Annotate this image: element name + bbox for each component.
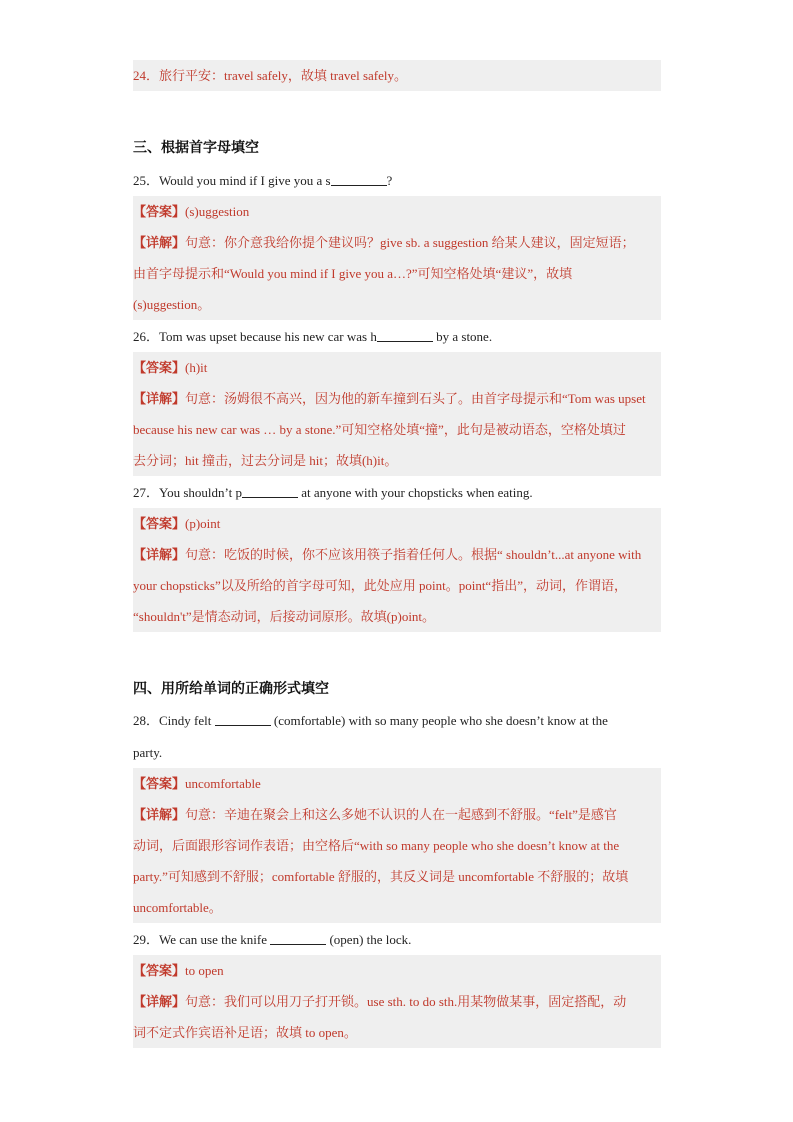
detail-tag: 【详解】	[133, 235, 186, 250]
detail-text: 句意：你介意我给你提个建议吗？give sb. a suggestion 给某人建议，固定短语；	[185, 235, 635, 250]
detail-text: “shouldn't”是情态动词，后接动词原形。故填(p)oint。	[133, 609, 436, 624]
detail-text: 去分词；hit 撞击，过去分词是 hit；故填(h)it。	[133, 453, 398, 468]
detail-tag: 【详解】	[133, 391, 186, 406]
answer-text: (h)it	[185, 360, 208, 375]
detail-line	[133, 861, 661, 892]
detail-line	[133, 892, 661, 923]
answer-tag: 【答案】	[133, 776, 186, 791]
detail-text: 句意：辛迪在聚会上和这么多她不认识的人在一起感到不舒服。“felt”是感官	[185, 807, 617, 822]
explanation-line	[133, 60, 661, 91]
explanation-text: 24．旅行平安：travel safely，故填 travel safely。	[133, 68, 408, 83]
detail-text: 词不定式作宾语补足语；故填 to open。	[133, 1025, 357, 1040]
answer-tag: 【答案】	[133, 360, 186, 375]
detail-line	[133, 258, 661, 289]
answer-blank	[242, 483, 298, 498]
question-stem	[133, 705, 661, 736]
answer-blank	[270, 930, 326, 945]
detail-line	[133, 539, 661, 570]
answer-blank	[377, 327, 433, 342]
question-text: by a stone.	[432, 329, 493, 344]
question-text: party.	[133, 745, 163, 760]
detail-text: because his new car was … by a stone.”可知空格处填“撞”，此句是被动语态，空格处填过	[133, 422, 626, 437]
answer-tag: 【答案】	[133, 516, 186, 531]
detail-line	[133, 414, 661, 445]
answer-text: uncomfortable	[185, 776, 261, 791]
question-stem	[133, 477, 661, 508]
answer-line	[133, 955, 661, 986]
answer-text: (p)oint	[185, 516, 221, 531]
question-stem-cont	[133, 737, 661, 768]
detail-line	[133, 986, 661, 1017]
section-heading	[133, 674, 661, 705]
detail-line	[133, 799, 661, 830]
answer-line	[133, 196, 661, 227]
detail-text: your chopsticks”以及所给的首字母可知，此处应用 point。point“指出”，动词，作谓语，	[133, 578, 627, 593]
question-stem	[133, 165, 661, 196]
detail-tag: 【详解】	[133, 547, 186, 562]
detail-line	[133, 445, 661, 476]
question-text: 27．You shouldn’t p	[133, 485, 242, 500]
answer-line	[133, 508, 661, 539]
answer-tag: 【答案】	[133, 963, 186, 978]
question-text: 26．Tom was upset because his new car was h	[133, 329, 377, 344]
detail-line	[133, 570, 661, 601]
detail-line	[133, 289, 661, 320]
answer-blank	[331, 171, 387, 186]
question-text: ?	[386, 173, 393, 188]
answer-text: (s)uggestion	[185, 204, 250, 219]
detail-text: 由首字母提示和“Would you mind if I give you a…?”可知空格处填“建议”，故填	[133, 266, 573, 281]
detail-text: 句意：汤姆很不高兴，因为他的新车撞到石头了。由首字母提示和“Tom was upset	[185, 391, 646, 406]
section-title: 四、用所给单词的正确形式填空	[133, 681, 329, 697]
detail-text: 动词，后面跟形容词作表语；由空格后“with so many people who she doesn’t know at the	[133, 838, 620, 853]
detail-text: party.”可知感到不舒服；comfortable 舒服的，其反义词是 uncomfortable 不舒服的；故填	[133, 869, 629, 884]
answer-line	[133, 768, 661, 799]
detail-line	[133, 227, 661, 258]
detail-text: 句意：我们可以用刀子打开锁。use sth. to do sth.用某物做某事，固定搭配，动	[185, 994, 627, 1009]
question-text: 25．Would you mind if I give you a s	[133, 173, 331, 188]
detail-text: uncomfortable。	[133, 900, 222, 915]
question-stem	[133, 924, 661, 955]
question-text: 28．Cindy felt	[133, 713, 215, 728]
detail-text: 句意：吃饭的时候，你不应该用筷子指着任何人。根据“ shouldn’t...at anyone with	[185, 547, 642, 562]
detail-line	[133, 383, 661, 414]
detail-tag: 【详解】	[133, 994, 186, 1009]
section-heading	[133, 133, 661, 164]
answer-blank	[215, 711, 271, 726]
question-text: 29．We can use the knife	[133, 932, 271, 947]
answer-tag: 【答案】	[133, 204, 186, 219]
detail-line	[133, 830, 661, 861]
detail-text: (s)uggestion。	[133, 297, 211, 312]
detail-line	[133, 1017, 661, 1048]
detail-line	[133, 601, 661, 632]
question-text: at anyone with your chopsticks when eating.	[297, 485, 533, 500]
question-stem	[133, 321, 661, 352]
answer-line	[133, 352, 661, 383]
answer-text: to open	[185, 963, 224, 978]
question-text: (comfortable) with so many people who she doesn’t know at the	[270, 713, 608, 728]
section-title: 三、根据首字母填空	[133, 140, 259, 156]
detail-tag: 【详解】	[133, 807, 186, 822]
question-text: (open) the lock.	[326, 932, 412, 947]
